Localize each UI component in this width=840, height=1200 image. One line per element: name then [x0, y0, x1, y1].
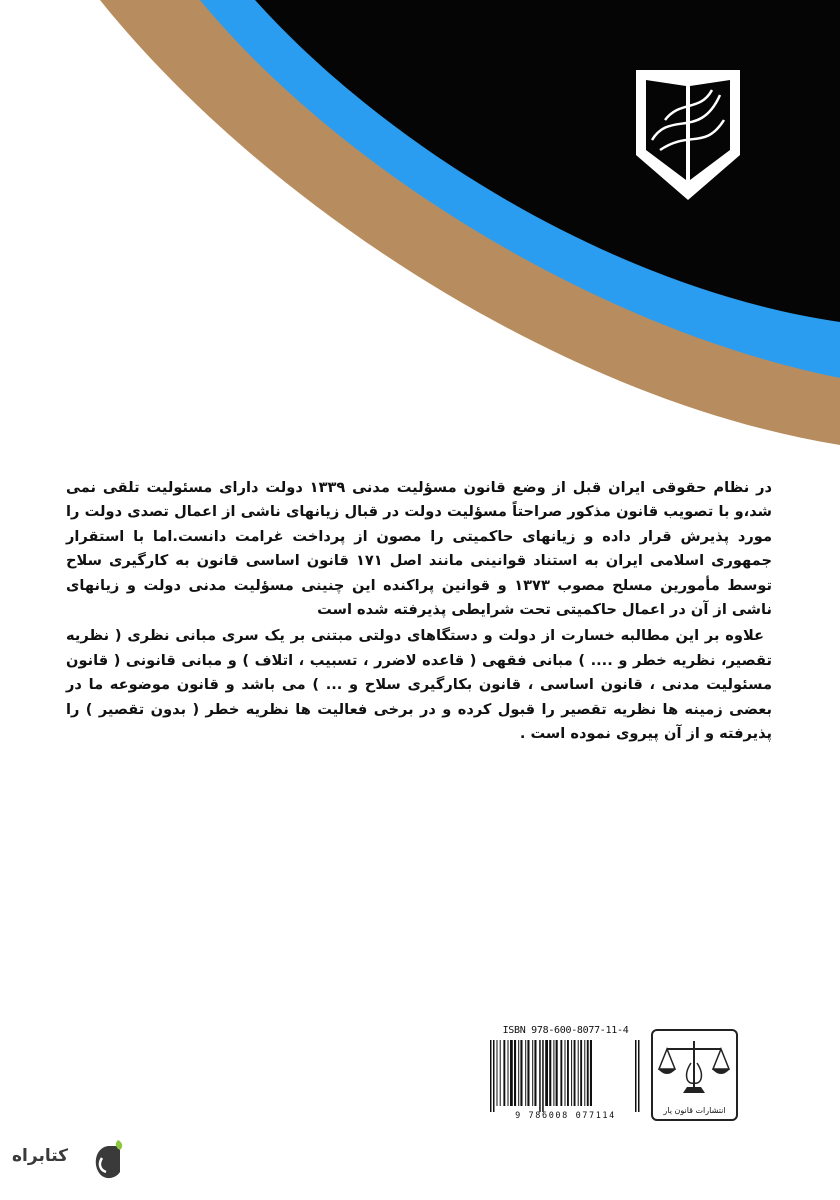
barcode-bar — [571, 1040, 572, 1106]
isbn-barcode — [487, 1025, 644, 1123]
barcode-bar — [532, 1040, 533, 1106]
barcode-bar — [490, 1040, 492, 1112]
barcode-bar — [590, 1040, 592, 1106]
barcode-bar — [508, 1040, 509, 1106]
barcode-bar — [539, 1040, 541, 1112]
store-watermark — [12, 1138, 132, 1182]
publisher-name: انتشارات قانون یار — [663, 1106, 726, 1115]
barcode-bar — [497, 1040, 498, 1106]
back-cover-blurb — [66, 476, 772, 746]
barcode-bar — [514, 1040, 516, 1106]
barcode-bar — [510, 1040, 513, 1106]
barcode-bar — [542, 1040, 544, 1112]
blurb-paragraph-2: علاوه بر این مطالبه خسارت از دولت و دستگاهای دولتی مبتنی بر یک سری مبانی نظری ( نظریه تقصیر، نظریه خطر و .... ) مبانی فقهی ( قاعده لاضرر ، تسبیب ، اتلاف ) و مبانی قانونی ( قانون مسئولیت مدنی ، قانون اساسی ، قانون بکارگیری سلاح و ... ) می باشد و قانون موضوعه ما در بعضی زمینه ها نظریه تقصیر را قبول کرده و در برخی فعالیت ها نظریه خطر ( بدون تقصیر ) را پذیرفته و از آن پیروی نموده است . — [66, 627, 772, 743]
publisher-logo — [651, 1029, 738, 1121]
cover-art — [0, 0, 840, 470]
blurb-paragraph-1: در نظام حقوقی ایران قبل از وضع قانون مسؤلیت مدنی ۱۳۳۹ دولت دارای مسئولیت تلقی نمی شد،و با تصویب قانون مذکور صراحتاً مسؤلیت دولت در قبال زیانهای ناشی از اعمال تصدی دولت را مورد پذیرش قرار داده و زیانهای حاکمیتی را مصون از پرداخت غرامت دانست.اما با استقرار جمهوری اسلامی ایران به استناد قوانینی مانند اصل ۱۷۱ قانون اساسی قانون به کارگیری سلاح توسط مأمورین مسلح مصوب ۱۳۷۳ و قوانین پراکنده این چنینی مسؤلیت مدنی دولت و زیانهای ناشی از آن در اعمال حاکمیتی تحت شرایطی پذیرفته شده است — [66, 479, 773, 619]
barcode-bar — [503, 1040, 505, 1106]
barcode-bar — [587, 1040, 589, 1106]
barcode-bar — [584, 1040, 585, 1106]
barcode-bar — [549, 1040, 551, 1106]
barcode-bar — [556, 1040, 558, 1106]
ketabrah-leaf-icon — [88, 1138, 128, 1182]
store-name: کتابراه — [12, 1146, 69, 1166]
barcode-bar — [567, 1040, 569, 1106]
barcode-bar — [520, 1040, 522, 1106]
barcode-bar — [580, 1040, 582, 1106]
barcode-bar — [560, 1040, 562, 1106]
isbn-label: ISBN 978-600-8077-11-4 — [502, 1025, 629, 1036]
barcode-bar — [500, 1040, 501, 1106]
barcode-digits: 9 786008 077114 — [515, 1111, 616, 1121]
barcode-bar — [578, 1040, 579, 1106]
barcode-bar — [574, 1040, 576, 1106]
barcode-bars — [489, 1040, 642, 1112]
barcode-bar — [553, 1040, 554, 1106]
barcode-bar — [638, 1040, 640, 1112]
barcode-bar — [525, 1040, 526, 1106]
scales-of-justice-icon — [653, 1033, 736, 1103]
barcode-bar — [545, 1040, 548, 1106]
barcode-bar — [493, 1040, 495, 1112]
barcode-bar — [534, 1040, 536, 1106]
barcode-bar — [518, 1040, 519, 1106]
barcode-bar — [565, 1040, 566, 1106]
barcode-bar — [635, 1040, 637, 1112]
barcode-bar — [527, 1040, 529, 1106]
